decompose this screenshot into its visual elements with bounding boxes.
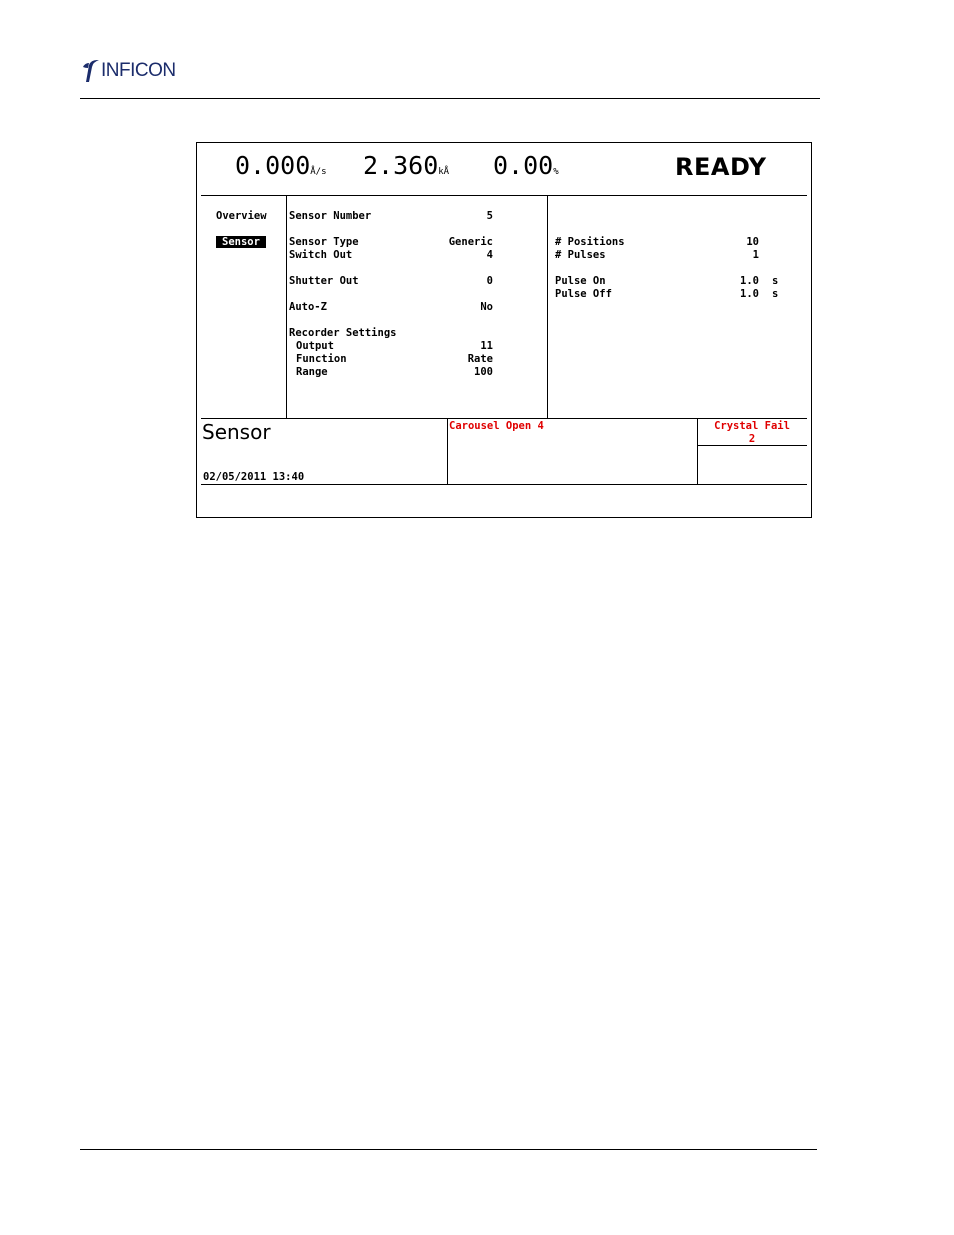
rate-value: 0.000: [235, 151, 311, 180]
alarm-crystal-fail: Crystal Fail: [714, 420, 790, 432]
param-function-value[interactable]: Rate: [467, 353, 493, 365]
nav-item-overview[interactable]: Overview: [216, 210, 267, 222]
param-pulse-off-unit: s: [772, 288, 779, 300]
param-sensor-type-label: Sensor Type: [289, 236, 359, 248]
power-readout: [493, 149, 559, 189]
nav-item-sensor[interactable]: [216, 236, 266, 249]
param-pulses-value[interactable]: 1: [752, 249, 759, 261]
header-rule: [80, 98, 820, 99]
footer-divider-left: [447, 418, 448, 485]
param-pulse-on-label: Pulse On: [555, 275, 606, 287]
param-range-label: Range: [296, 366, 328, 378]
thickness-readout: [363, 149, 449, 189]
rate-readout: [235, 149, 327, 189]
param-shutter-out-label: Shutter Out: [289, 275, 359, 287]
param-pulse-on-value[interactable]: 1.0: [740, 275, 759, 287]
datetime: 02/05/2011 13:40: [203, 471, 305, 483]
power-unit: %: [553, 167, 559, 177]
nav-divider: [286, 195, 287, 418]
thickness-unit: kÅ: [438, 167, 450, 177]
top-divider: [201, 195, 807, 196]
footer-divider: [201, 418, 807, 419]
rate-unit: Å/s: [310, 167, 327, 177]
alarm-crystal-fail-number: 2: [748, 433, 756, 445]
column-divider: [547, 195, 548, 418]
param-auto-z-label: Auto-Z: [289, 301, 327, 313]
param-pulse-off-value[interactable]: 1.0: [740, 288, 759, 300]
instrument-screen: [196, 142, 812, 518]
param-range-value[interactable]: 100: [474, 366, 493, 378]
screen-title: Sensor: [202, 420, 271, 444]
nav-item-sensor-label: Sensor: [216, 236, 266, 248]
param-sensor-type-value[interactable]: Generic: [448, 236, 493, 248]
param-output-label: Output: [296, 340, 334, 352]
param-switch-out-label: Switch Out: [289, 249, 353, 261]
status-readout: READY: [675, 153, 767, 181]
bottom-divider: [201, 484, 807, 485]
param-pulse-off-label: Pulse Off: [555, 288, 612, 300]
logo-mark-icon: [80, 59, 100, 83]
message-carousel-open: Carousel Open 4: [449, 420, 544, 432]
param-function-label: Function: [296, 353, 347, 365]
logo-text: INFICON: [101, 60, 176, 81]
footer-rule: [80, 1149, 817, 1150]
param-pulses-label: # Pulses: [555, 249, 606, 261]
param-auto-z-value[interactable]: No: [480, 301, 493, 313]
param-positions-value[interactable]: 10: [746, 236, 759, 248]
power-value: 0.00: [493, 151, 554, 180]
thickness-value: 2.360: [363, 151, 439, 180]
param-output-value[interactable]: 11: [480, 340, 493, 352]
recorder-settings-heading: Recorder Settings: [289, 327, 397, 339]
param-sensor-number-value[interactable]: 5: [486, 210, 493, 222]
param-switch-out-value[interactable]: 4: [486, 249, 493, 261]
param-sensor-number-label: Sensor Number: [289, 210, 372, 222]
param-pulse-on-unit: s: [772, 275, 779, 287]
param-shutter-out-value[interactable]: 0: [486, 275, 493, 287]
param-positions-label: # Positions: [555, 236, 625, 248]
